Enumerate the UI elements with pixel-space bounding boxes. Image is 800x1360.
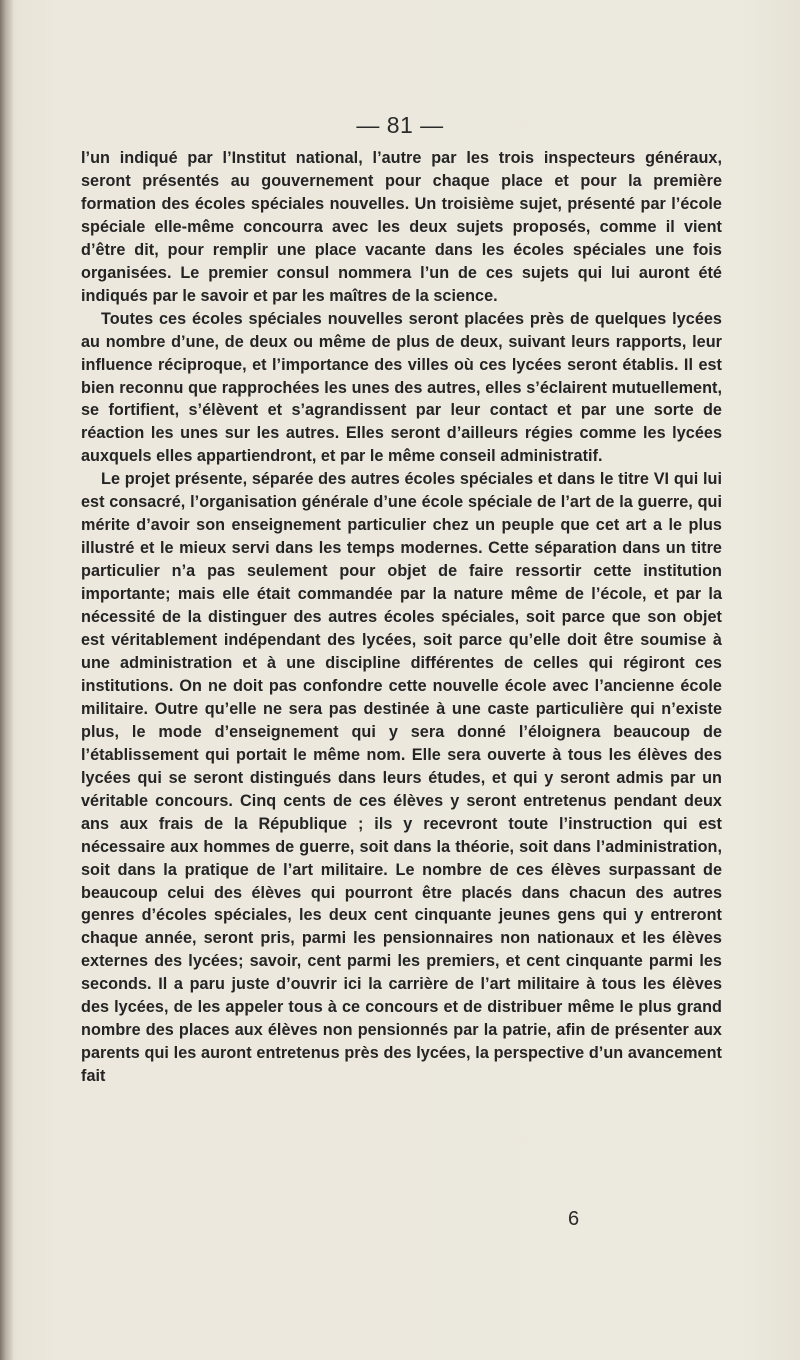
paragraph-3: Le projet présente, séparée des autres écoles spéciales et dans le titre VI qui lui est consacré, l’organisation générale d’une école spéciale de l’art de la guerre, qui mérite d’avoir son enseignement particulier chez un peuple que cet art a le plus illustré et le mieux servi dans les temps modernes. Cette séparation dans un titre particulier n’a pas seulement pour objet de faire ressortir cette institution importante; mais elle était commandée par la nature même de l’école, et par la nécessité de la distinguer des autres écoles spéciales, soit parce que son objet est véritablement indépendant des lycées, soit parce qu’elle doit être soumise à une administration et à une discipline différentes de celles qui régiront ces institutions. On ne doit pas confondre cette nouvelle école avec l’ancienne école militaire. Outre qu’elle ne sera pas destinée à une caste particulière qui n’existe plus, le mode d’enseignement qui y sera donné l’éloignera beaucoup de l’établissement qui portait le même nom. Elle sera ouverte à tous les élèves des lycées qui se seront distingués dans leurs études, et qui y seront admis par un véritable concours. Cinq cents de ces élèves y seront entretenus pendant deux ans aux frais de la République ; ils y recevront toute l’instruction qui est nécessaire aux hommes de guerre, soit dans la théorie, soit dans l’administration, soit dans la pratique de l’art militaire. Le nombre de ces élèves surpassant de beaucoup celui des élèves qui pourront être placés dans chacun des autres genres d’écoles spéciales, les deux cent cinquante jeunes gens qui y entreront chaque année, seront pris, parmi les pensionnaires non nationaux et les élèves externes des lycées; savoir, cent parmi les premiers, et cent cinquante parmi les seconds. Il a paru juste d’ouvrir ici la carrière de l’art militaire à tous les élèves des lycées, de les appeler tous à ce concours et de distribuer même le plus grand nombre des places aux élèves non pensionnés par la patrie, afin de présenter aux parents qui les auront entretenus près des lycées, la perspective d’un avancement fait (81, 470, 722, 1086)
paragraph-1: l’un indiqué par l’Institut national, l’autre par les trois inspecteurs généraux, seront présentés au gouvernement pour chaque place et pour la première formation des écoles spéciales nouvelles. Un troisième sujet, présenté par l’école spéciale elle-même concourra avec les deux sujets proposés, comme il vient d’être dit, pour remplir une place vacante dans les écoles spéciales une fois organisées. Le premier consul nommera l’un de ces sujets qui lui auront été indiqués par le savoir et par les maîtres de la science. (81, 149, 722, 305)
page-number: — 81 — (356, 112, 444, 138)
body-text (81, 147, 722, 1088)
paragraph-2: Toutes ces écoles spéciales nouvelles seront placées près de quelques lycées au nombre d’une, de deux ou même de plus de deux, suivant leurs rapports, leur influence réciproque, et l’importance des villes où ces lycées seront établis. Il est bien reconnu que rapprochées les unes des autres, elles s’éclairent mutuellement, se fortifient, s’élèvent et s’agrandissent par leur contact et par une sorte de réaction les unes sur les autres. Elles seront d’ailleurs régies comme les lycées auxquels elles appartiendront, et par le même conseil administratif. (81, 309, 722, 466)
signature-mark: 6 (568, 1208, 580, 1230)
page-binding-edge (0, 0, 14, 1360)
